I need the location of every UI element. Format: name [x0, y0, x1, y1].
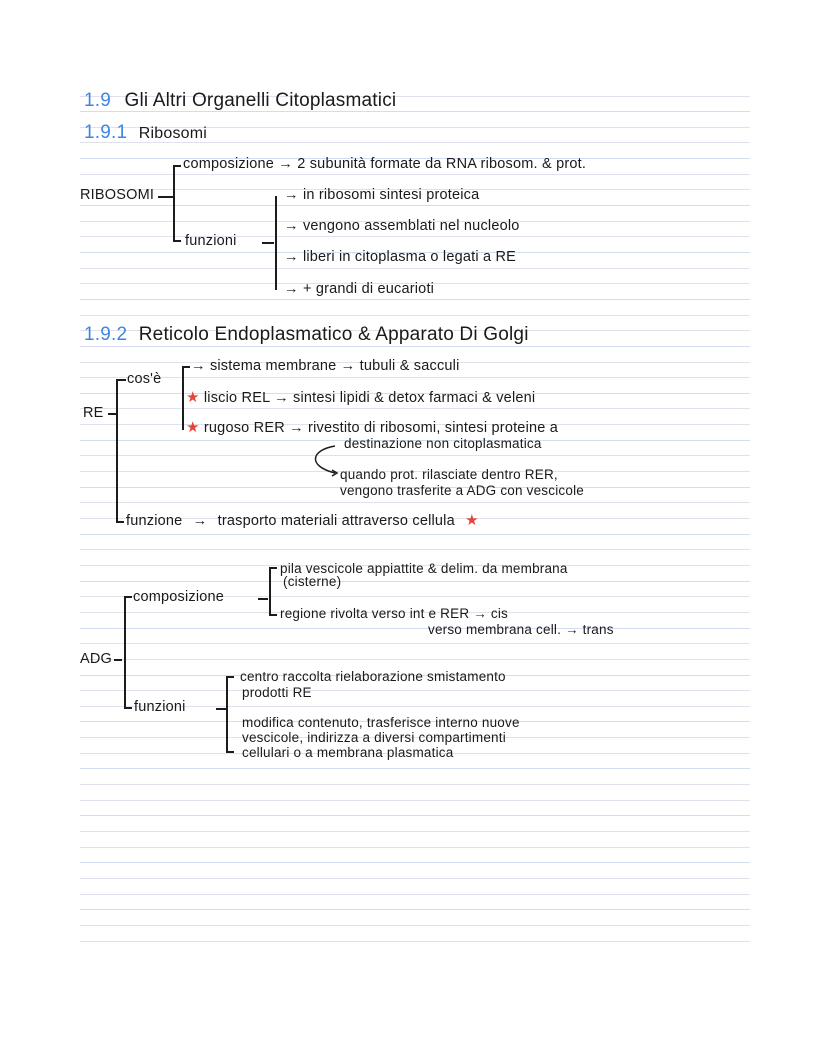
ruled-line: [80, 690, 750, 691]
subsection-title: Reticolo Endoplasmatico & Apparato Di Golgi: [138, 324, 529, 345]
bracket-line: [226, 676, 228, 752]
re-cose-item: ★ rugoso RER → rivestito di ribosomi, sintesi proteine a: [186, 419, 559, 436]
ruled-line: [80, 581, 750, 582]
arrow-icon: →: [284, 218, 299, 234]
subsection-number: 1.9.1: [84, 122, 128, 143]
ruled-line: [80, 346, 750, 347]
connector: [124, 707, 132, 709]
adg-funzioni-item2-line1: modifica contenuto, trasferisce interno nuove: [242, 715, 520, 730]
ruled-line: [80, 894, 750, 895]
adg-composizione-item2-line1: regione rivolta verso int e RER → cis: [280, 606, 508, 621]
ruled-line: [80, 878, 750, 879]
arrow-icon: →: [192, 513, 208, 529]
bracket-line: [124, 596, 126, 708]
adg-funzioni-item2-line2: vescicole, indirizza a diversi compartimenti: [242, 730, 506, 745]
ribosomi-funzione-item: → liberi in citoplasma o legati a RE: [284, 249, 517, 265]
node-re: RE: [83, 405, 104, 421]
adg-composizione-item2-line2: verso membrana cell. → trans: [428, 622, 614, 637]
adg-funzioni-item1-line1: centro raccolta rielaborazione smistamento: [240, 669, 506, 684]
ruled-line: [80, 628, 750, 629]
arrow-icon: →: [284, 187, 299, 203]
ruled-line: [80, 643, 750, 644]
connector: [182, 366, 190, 368]
connector: [269, 614, 277, 616]
connector: [124, 596, 132, 598]
connector: [258, 598, 268, 600]
star-icon: ★: [186, 419, 200, 436]
ruled-line: [80, 800, 750, 801]
connector: [226, 751, 234, 753]
ruled-line: [80, 268, 750, 269]
composizione-text: 2 subunità formate da RNA ribosom. & prot.: [297, 156, 587, 172]
bracket-line: [173, 165, 175, 241]
re-note-line2: vengono trasferite a ADG con vescicole: [340, 483, 584, 498]
ruled-line: [80, 502, 750, 503]
arrow-icon: →: [278, 156, 293, 172]
star-icon: ★: [186, 389, 200, 406]
label-composizione: composizione: [183, 156, 275, 172]
ruled-line: [80, 315, 750, 316]
node-ribosomi: RIBOSOMI: [80, 187, 155, 203]
ruled-line: [80, 408, 750, 409]
adg-funzioni-item1-line2: prodotti RE: [242, 685, 312, 700]
ruled-line: [80, 941, 750, 942]
connector: [173, 165, 181, 167]
label-funzione: funzione: [126, 513, 183, 529]
arrow-icon: →: [340, 358, 356, 374]
ruled-line: [80, 815, 750, 816]
ruled-line: [80, 299, 750, 300]
ruled-line: [80, 925, 750, 926]
arrow-icon: →: [289, 420, 304, 436]
subsection-heading-re-adg: [84, 324, 529, 346]
re-cose-label: cos'è: [127, 371, 162, 387]
ruled-line: [80, 831, 750, 832]
section-heading: [84, 90, 396, 112]
re-funzione: funzione → trasporto materiali attraverso cellula ★: [126, 512, 479, 529]
bracket-line: [182, 366, 184, 430]
connector: [269, 567, 277, 569]
re-rer-line2: destinazione non citoplasmatica: [344, 436, 542, 451]
ruled-line: [80, 768, 750, 769]
ruled-line: [80, 549, 750, 550]
connector: [164, 196, 174, 198]
section-title: Gli Altri Organelli Citoplasmatici: [124, 90, 397, 111]
ribosomi-funzioni-label: funzioni: [185, 233, 237, 249]
ruled-line: [80, 455, 750, 456]
section-number: 1.9: [84, 90, 112, 111]
ruled-line: [80, 909, 750, 910]
bracket-line: [269, 567, 271, 615]
re-cose-item: ★ liscio REL → sintesi lipidi & detox farmaci & veleni: [186, 389, 536, 406]
arrow-icon: →: [274, 390, 289, 406]
subsection-heading-ribosomi: [84, 122, 207, 145]
subsection-title: Ribosomi: [138, 125, 208, 142]
ruled-line: [80, 205, 750, 206]
arrow-icon: →: [191, 358, 206, 374]
connector: [116, 379, 126, 381]
connector: [108, 413, 116, 415]
subsection-number: 1.9.2: [84, 324, 128, 345]
ruled-line: [80, 377, 750, 378]
connector: [216, 708, 226, 710]
connector: [114, 659, 122, 661]
ribosomi-funzione-item: → in ribosomi sintesi proteica: [284, 187, 480, 203]
adg-funzioni-item2-line3: cellulari o a membrana plasmatica: [242, 745, 454, 760]
connector: [262, 242, 274, 244]
adg-composizione-item1-line1: pila vescicole appiattite & delim. da membrana: [280, 561, 568, 576]
adg-composizione-label: composizione: [133, 589, 225, 605]
arrow-icon: →: [284, 281, 299, 297]
bracket-line: [275, 196, 277, 290]
ruled-line: [80, 862, 750, 863]
connector: [116, 521, 124, 523]
ruled-line: [80, 659, 750, 660]
curved-arrow-icon: [305, 444, 345, 480]
ruled-line: [80, 784, 750, 785]
re-note-line1: quando prot. rilasciate dentro RER,: [340, 467, 558, 482]
ribosomi-funzione-item: → vengono assemblati nel nucleolo: [284, 218, 520, 234]
connector: [173, 240, 181, 242]
ruled-line: [80, 174, 750, 175]
arrow-icon: →: [284, 249, 299, 265]
re-cose-item: → sistema membrane → tubuli & sacculi: [191, 358, 460, 374]
ruled-line: [80, 534, 750, 535]
connector: [226, 676, 234, 678]
ruled-line: [80, 847, 750, 848]
node-adg: ADG: [80, 651, 113, 667]
ribosomi-funzione-item: → + grandi di eucarioti: [284, 281, 435, 297]
bracket-line: [116, 379, 118, 522]
ribosomi-composizione: [183, 157, 586, 171]
adg-funzioni-label: funzioni: [134, 699, 186, 715]
ruled-line: [80, 236, 750, 237]
adg-composizione-item1-line2: (cisterne): [283, 574, 342, 589]
star-icon: ★: [465, 512, 479, 529]
